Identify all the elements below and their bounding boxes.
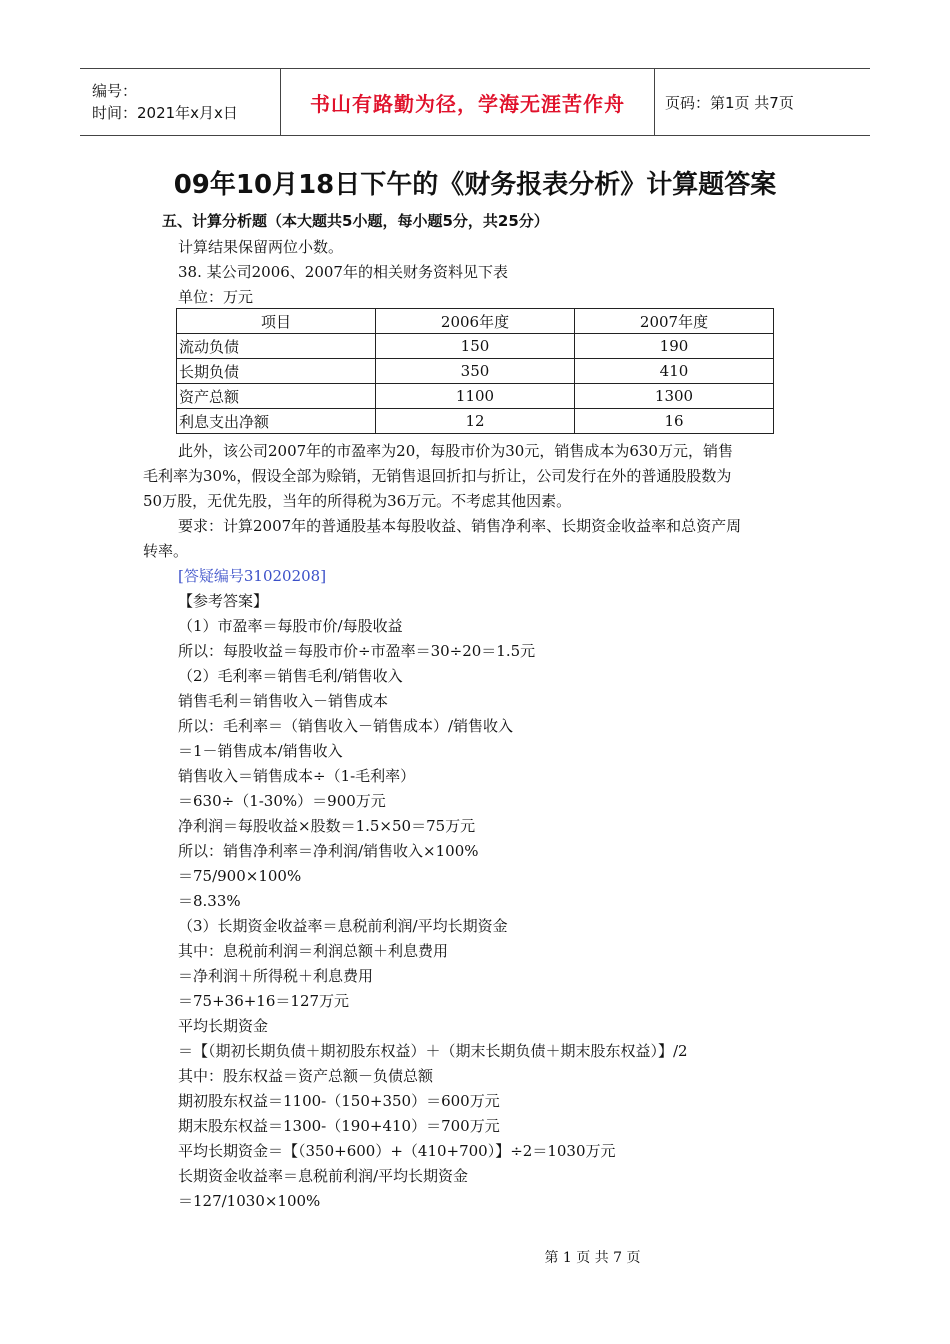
answer-line: 所以：每股收益＝每股市价÷市盈率＝30÷20＝1.5元 — [178, 642, 536, 660]
header-page-cell — [655, 69, 870, 135]
table-cell: 利息支出净额 — [177, 409, 376, 434]
answer-line: 长期资金收益率＝息税前利润/平均长期资金 — [178, 1167, 469, 1185]
unit-label: 单位：万元 — [178, 288, 254, 306]
answer-line: ＝8.33% — [178, 892, 241, 910]
answer-line: ＝75+36+16＝127万元 — [178, 992, 350, 1010]
table-cell: 350 — [376, 359, 575, 384]
table-cell: 长期负债 — [177, 359, 376, 384]
page-label: 页码：第1页 共7页 — [665, 93, 794, 112]
table-cell: 16 — [575, 409, 774, 434]
intro-line: 38. 某公司2006、2007年的相关财务资料见下表 — [178, 263, 508, 281]
answer-line: （2）毛利率＝销售毛利/销售收入 — [178, 667, 403, 685]
motto: 书山有路勤为径，学海无涯苦作舟 — [310, 91, 625, 116]
answer-line: 销售毛利＝销售收入－销售成本 — [178, 692, 389, 710]
page-header — [80, 68, 870, 136]
paragraph-line: 毛利率为30%，假设全部为赊销，无销售退回折扣与折让，公司发行在外的普通股股数为 — [143, 467, 732, 485]
answer-line: 平均长期资金＝【（350+600）+（410+700）】÷2＝1030万元 — [178, 1142, 616, 1160]
document-title: 09年10月18日下午的《财务报表分析》计算题答案 — [173, 170, 777, 200]
table-cell: 150 — [376, 334, 575, 359]
answer-line: 所以：毛利率＝（销售收入－销售成本）/销售收入 — [178, 717, 514, 735]
table-cell: 资产总额 — [177, 384, 376, 409]
paragraph-line: 要求：计算2007年的普通股基本每股收益、销售净利率、长期资金收益率和总资产周 — [178, 517, 742, 535]
table-header-row — [177, 309, 774, 334]
answer-line: 期末股东权益＝1300-（190+410）＝700万元 — [178, 1117, 500, 1135]
answer-line: （1）市盈率＝每股市价/每股收益 — [178, 617, 403, 635]
table-cell: 1100 — [376, 384, 575, 409]
answer-heading: 【参考答案】 — [178, 592, 269, 610]
page-footer: 第 1 页 共 7 页 — [544, 1250, 641, 1266]
time-label: 时间：2021年x月x日 — [92, 104, 238, 122]
answer-line: （3）长期资金收益率＝息税前利润/平均长期资金 — [178, 917, 508, 935]
section-heading: 五、计算分析题（本大题共5小题，每小题5分，共25分） — [162, 212, 549, 230]
table-row — [177, 334, 774, 359]
answer-line: ＝127/1030×100% — [178, 1192, 321, 1210]
table-header-cell: 项目 — [177, 309, 376, 334]
answer-line: 所以：销售净利率＝净利润/销售收入×100% — [178, 842, 479, 860]
answer-line: 净利润＝每股收益×股数＝1.5×50＝75万元 — [178, 817, 476, 835]
paragraph-line: 50万股，无优先股，当年的所得税为36万元。不考虑其他因素。 — [143, 492, 572, 510]
qa-code-link[interactable]: [答疑编号31020208] — [178, 567, 327, 585]
answer-line: 销售收入＝销售成本÷（1-毛利率） — [178, 767, 416, 785]
table-cell: 190 — [575, 334, 774, 359]
header-motto-cell — [280, 69, 655, 135]
table-cell: 1300 — [575, 384, 774, 409]
answer-line: ＝630÷（1-30%）＝900万元 — [178, 792, 386, 810]
answer-line: ＝1－销售成本/销售收入 — [178, 742, 343, 760]
header-meta — [80, 69, 280, 135]
answer-line: ＝【（期初长期负债＋期初股东权益）＋（期末长期负债＋期末股东权益）】/2 — [178, 1042, 688, 1060]
answer-line: 平均长期资金 — [178, 1017, 269, 1035]
answer-line: ＝75/900×100% — [178, 867, 302, 885]
answer-line: 其中：息税前利润＝利润总额＋利息费用 — [178, 942, 449, 960]
paragraph-line: 转率。 — [143, 542, 189, 560]
table-row — [177, 359, 774, 384]
table-header-cell: 2006年度 — [376, 309, 575, 334]
answer-line: 期初股东权益＝1100-（150+350）＝600万元 — [178, 1092, 500, 1110]
answer-line: ＝净利润＋所得税＋利息费用 — [178, 967, 374, 985]
table-cell: 12 — [376, 409, 575, 434]
paragraph-line: 此外，该公司2007年的市盈率为20，每股市价为30元，销售成本为630万元，销售 — [178, 442, 733, 460]
intro-line: 计算结果保留两位小数。 — [178, 238, 344, 256]
table-row — [177, 409, 774, 434]
table-cell: 410 — [575, 359, 774, 384]
financial-table — [176, 308, 774, 434]
table-row — [177, 384, 774, 409]
table-header-cell: 2007年度 — [575, 309, 774, 334]
table-cell: 流动负债 — [177, 334, 376, 359]
number-label: 编号： — [92, 82, 138, 100]
answer-line: 其中：股东权益＝资产总额－负债总额 — [178, 1067, 434, 1085]
